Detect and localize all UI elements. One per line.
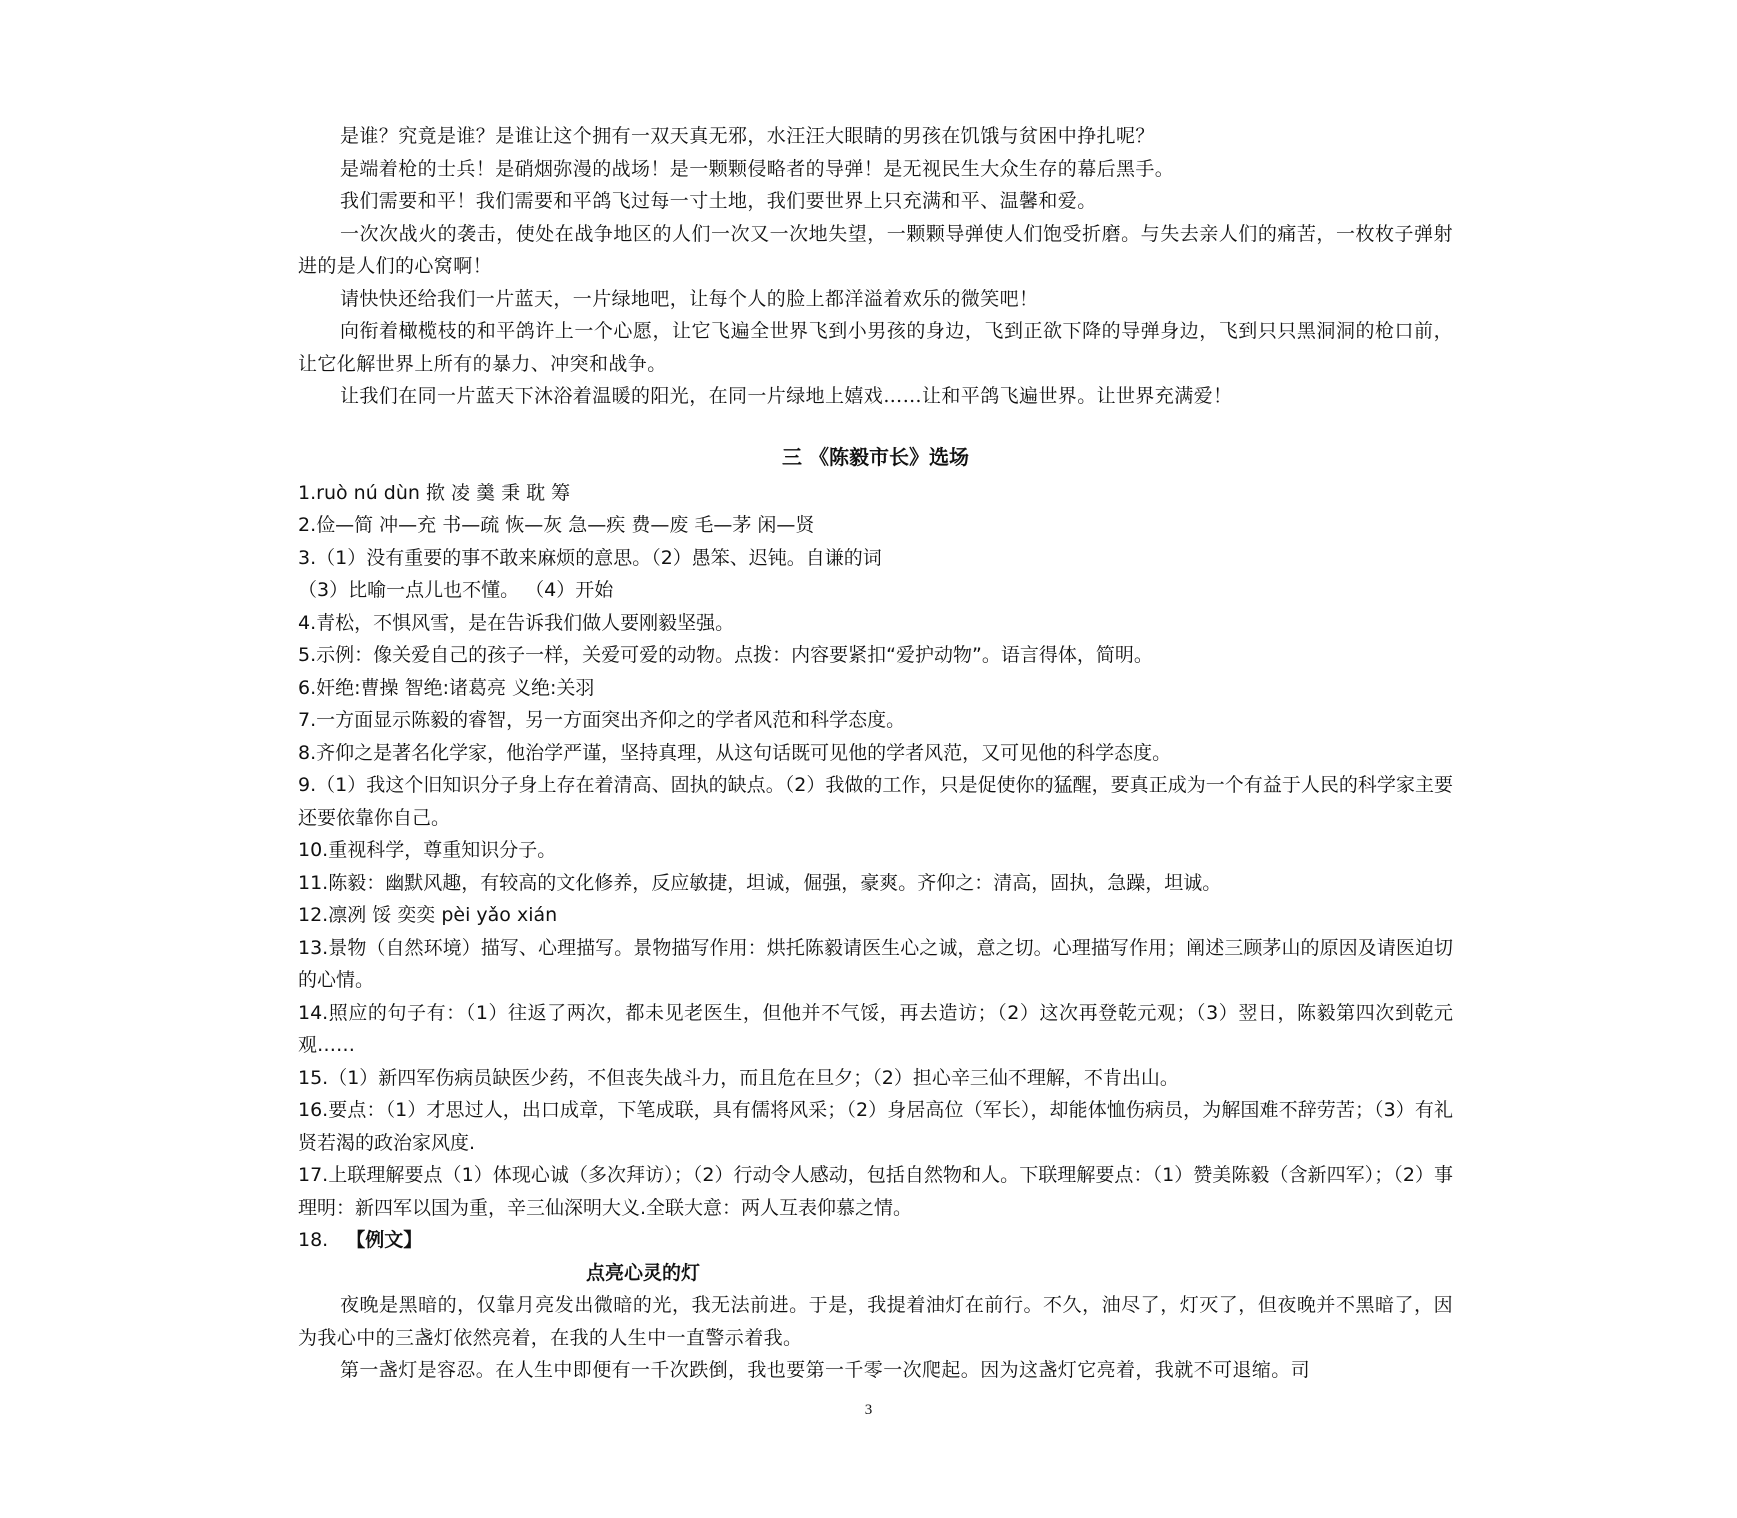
answer-item: 6.奸绝:曹操 智绝:诸葛亮 义绝:关羽 [298, 676, 595, 699]
example-title: 点亮心灵的灯 [586, 1261, 701, 1284]
section-heading: 三 《陈毅市长》选场 [782, 444, 969, 469]
answer-item-18 [298, 1224, 1453, 1257]
essay-paragraph: 是谁？究竟是谁？是谁让这个拥有一双天真无邪，水汪汪大眼睛的男孩在饥饿与贫困中挣扎呢？ [340, 125, 1155, 147]
essay-paragraph: 一次次战火的袭击，使处在战争地区的人们一次又一次地失望，一颗颗导弹使人们饱受折磨。与失去亲人们的痛苦，一枚枚子弹射进的是人们的心窝啊！ [298, 222, 1453, 277]
answer-item: 11.陈毅：幽默风趣，有较高的文化修养，反应敏捷，坦诚，倔强，豪爽。齐仰之：清高，固执，急躁，坦诚。 [298, 871, 1222, 894]
page-content [298, 120, 1453, 1387]
example-paragraph: 第一盏灯是容忍。在人生中即便有一千次跌倒，我也要第一千零一次爬起。因为这盏灯它亮着，我就不可退缩。司 [340, 1359, 1311, 1381]
answer-item: 9.（1）我这个旧知识分子身上存在着清高、固执的缺点。（2）我做的工作，只是促使你的猛醒，要真正成为一个有益于人民的科学家主要还要依靠你自己。 [298, 774, 1453, 829]
answer-item: 12.凛冽 馁 奕奕 pèi yǎo xián [298, 904, 558, 926]
answer-item: 15.（1）新四军伤病员缺医少药，不但丧失战斗力，而且危在旦夕；（2）担心辛三仙不理解，不肯出山。 [298, 1066, 1179, 1089]
essay-paragraph: 是端着枪的士兵！是硝烟弥漫的战场！是一颗颗侵略者的导弹！是无视民生大众生存的幕后黑手。 [340, 157, 1175, 180]
answer-item: 5.示例：像关爱自己的孩子一样，关爱可爱的动物。点拨：内容要紧扣“爱护动物”。语言得体，简明。 [298, 644, 1153, 666]
example-label: 【例文】 [346, 1229, 423, 1251]
essay-section [298, 120, 1453, 413]
page-number: 3 [864, 1402, 873, 1418]
answer-item: 10.重视科学，尊重知识分子。 [298, 839, 557, 861]
answer-item: 2.俭—简 冲—充 书—疏 恢—灰 急—疾 费—废 毛—茅 闲—贤 [298, 514, 815, 536]
essay-paragraph: 请快快还给我们一片蓝天，一片绿地吧，让每个人的脸上都洋溢着欢乐的微笑吧！ [340, 287, 1039, 310]
answer-item: 8.齐仰之是著名化学家，他治学严谨，坚持真理，从这句话既可见他的学者风范，又可见他的科学态度。 [298, 741, 1172, 764]
answer-item: （3）比喻一点儿也不懂。 （4）开始 [298, 579, 614, 601]
answer-item: 4.青松，不惧风雪，是在告诉我们做人要刚毅坚强。 [298, 611, 735, 634]
essay-paragraph: 向衔着橄榄枝的和平鸽许上一个心愿，让它飞遍全世界飞到小男孩的身边，飞到正欲下降的导弹身边，飞到只只黑洞洞的枪口前，让它化解世界上所有的暴力、冲突和战争。 [298, 320, 1453, 375]
answer-item: 14.照应的句子有：（1）往返了两次，都未见老医生，但他并不气馁，再去造访；（2）这次再登乾元观；（3）翌日，陈毅第四次到乾元观…… [298, 1001, 1453, 1056]
answer-item: 1.ruò nú dùn 揿 凌 羹 秉 耽 筹 [298, 481, 571, 504]
example-essay [298, 1289, 1453, 1387]
answer-item: 16.要点：（1）才思过人，出口成章，下笔成联，具有儒将风采；（2）身居高位（军长），却能体恤伤病员，为解国难不辞劳苦；（3）有礼贤若渴的政治家风度. [298, 1099, 1453, 1154]
answer-item: 17.上联理解要点（1）体现心诚（多次拜访）；（2）行动令人感动，包括自然物和人。下联理解要点：（1）赞美陈毅（含新四军）；（2）事理明：新四军以国为重，辛三仙深明大义.全联大意：两人互表仰慕之情。 [298, 1164, 1453, 1219]
essay-paragraph: 让我们在同一片蓝天下沐浴着温暖的阳光，在同一片绿地上嬉戏……让和平鸽飞遍世界。让世界充满爱！ [340, 385, 1233, 407]
example-paragraph: 夜晚是黑暗的，仅靠月亮发出微暗的光，我无法前进。于是，我提着油灯在前行。不久，油尽了，灯灭了，但夜晚并不黑暗了，因为我心中的三盏灯依然亮着，在我的人生中一直警示着我。 [298, 1294, 1453, 1349]
essay-paragraph: 我们需要和平！我们需要和平鸽飞过每一寸土地，我们要世界上只充满和平、温馨和爱。 [340, 190, 1097, 212]
item-number: 18. [298, 1229, 329, 1251]
answer-item: 13.景物（自然环境）描写、心理描写。景物描写作用：烘托陈毅请医生心之诚，意之切。心理描写作用；阐述三顾茅山的原因及请医迫切的心情。 [298, 936, 1453, 991]
answer-item: 7.一方面显示陈毅的睿智，另一方面突出齐仰之的学者风范和科学态度。 [298, 709, 906, 731]
answer-item: 3.（1）没有重要的事不敢来麻烦的意思。（2）愚笨、迟钝。自谦的词 [298, 546, 882, 569]
answer-list [298, 477, 1453, 1225]
